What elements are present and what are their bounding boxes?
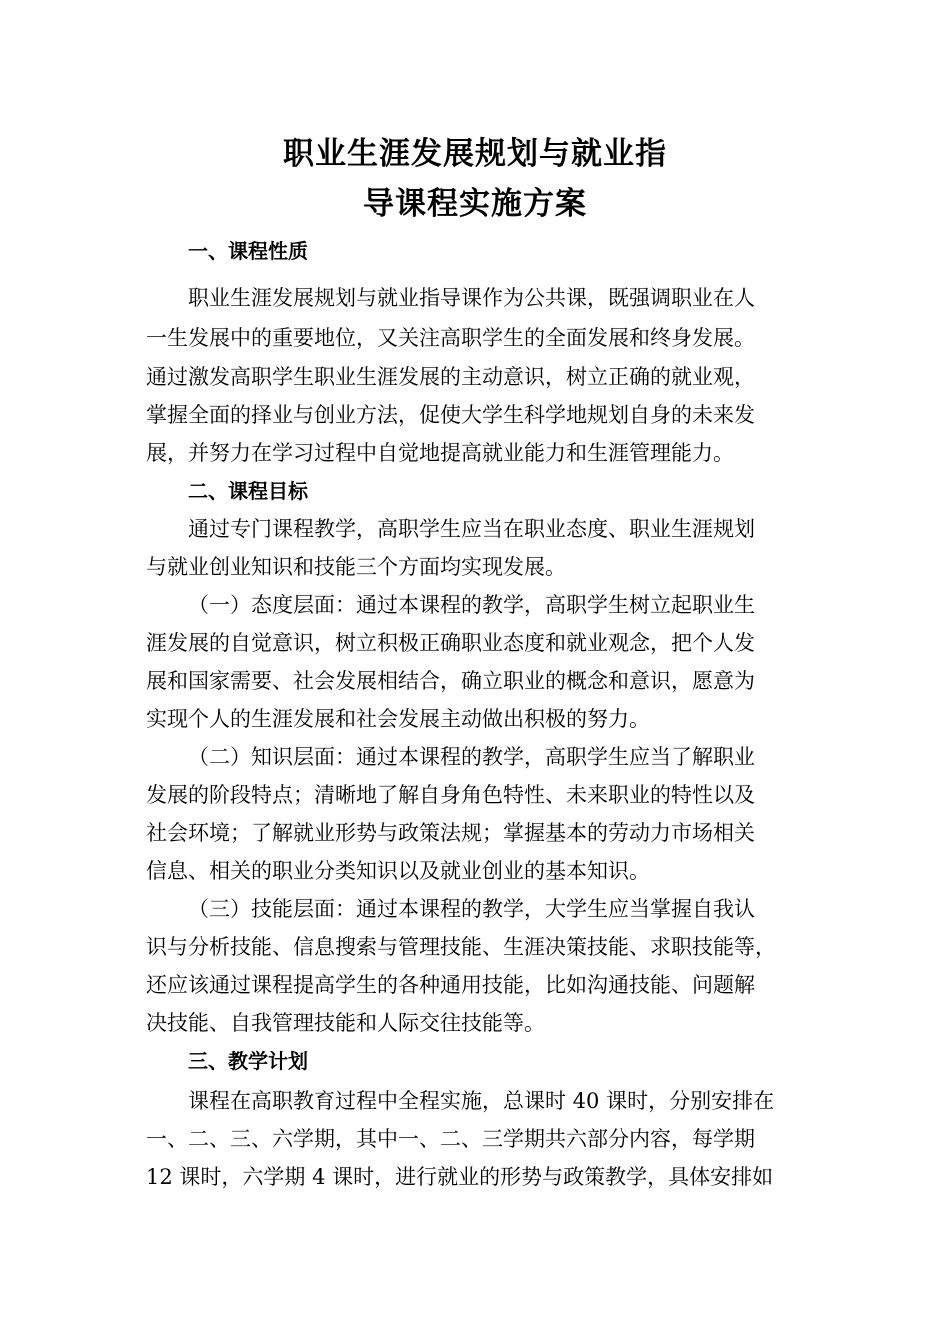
paragraph-line: 通过激发高职学生职业生涯发展的主动意识，树立正确的就业观， [146, 365, 755, 389]
paragraph-line: 12 课时，六学期 4 课时，进行就业的形势与政策教学，具体安排如 [146, 1165, 774, 1189]
paragraph-line: 社会环境；了解就业形势与政策法规；掌握基本的劳动力市场相关 [146, 821, 755, 845]
paragraph-line: （一）态度层面：通过本课程的教学，高职学生树立起职业生 [188, 593, 755, 617]
paragraph-line: 与就业创业知识和技能三个方面均实现发展。 [146, 555, 566, 579]
paragraph-line: （二）知识层面：通过本课程的教学，高职学生应当了解职业 [188, 745, 755, 769]
paragraph-line: 通过专门课程教学，高职学生应当在职业态度、职业生涯规划 [188, 517, 755, 541]
paragraph-line: 展和国家需要、社会发展相结合，确立职业的概念和意识，愿意为 [146, 669, 755, 693]
paragraph-line: 信息、相关的职业分类知识以及就业创业的基本知识。 [146, 859, 650, 883]
paragraph-line: 展，并努力在学习过程中自觉地提高就业能力和生涯管理能力。 [146, 441, 734, 465]
paragraph-line: （三）技能层面：通过本课程的教学，大学生应当掌握自我认 [188, 897, 755, 921]
paragraph-line: 识与分析技能、信息搜索与管理技能、生涯决策技能、求职技能等， [146, 935, 776, 959]
paragraph-line: 一生发展中的重要地位，又关注高职学生的全面发展和终身发展。 [146, 326, 755, 350]
paragraph-line: 课程在高职教育过程中全程实施，总课时 40 课时，分别安排在 [188, 1089, 775, 1113]
paragraph-line: 一、二、三、六学期，其中一、二、三学期共六部分内容，每学期 [146, 1127, 755, 1151]
paragraph-line: 涯发展的自觉意识，树立积极正确职业态度和就业观念，把个人发 [146, 631, 755, 655]
paragraph-line: 发展的阶段特点；清晰地了解自身角色特性、未来职业的特性以及 [146, 783, 755, 807]
paragraph-line: 职业生涯发展规划与就业指导课作为公共课，既强调职业在人 [188, 286, 755, 310]
paragraph-line: 实现个人的生涯发展和社会发展主动做出积极的努力。 [146, 707, 650, 731]
section-heading-course-nature: 一、课程性质 [188, 239, 308, 263]
paragraph-line: 掌握全面的择业与创业方法，促使大学生科学地规划自身的未来发 [146, 403, 755, 427]
section-heading-teaching-plan: 三、教学计划 [188, 1049, 308, 1073]
paragraph-line: 决技能、自我管理技能和人际交往技能等。 [146, 1011, 545, 1035]
section-heading-course-goals: 二、课程目标 [188, 479, 308, 503]
paragraph-line: 还应该通过课程提高学生的各种通用技能，比如沟通技能、问题解 [146, 973, 755, 997]
document-title-line-2: 导课程实施方案 [363, 186, 587, 222]
document-title-line-1: 职业生涯发展规划与就业指 [283, 136, 667, 172]
